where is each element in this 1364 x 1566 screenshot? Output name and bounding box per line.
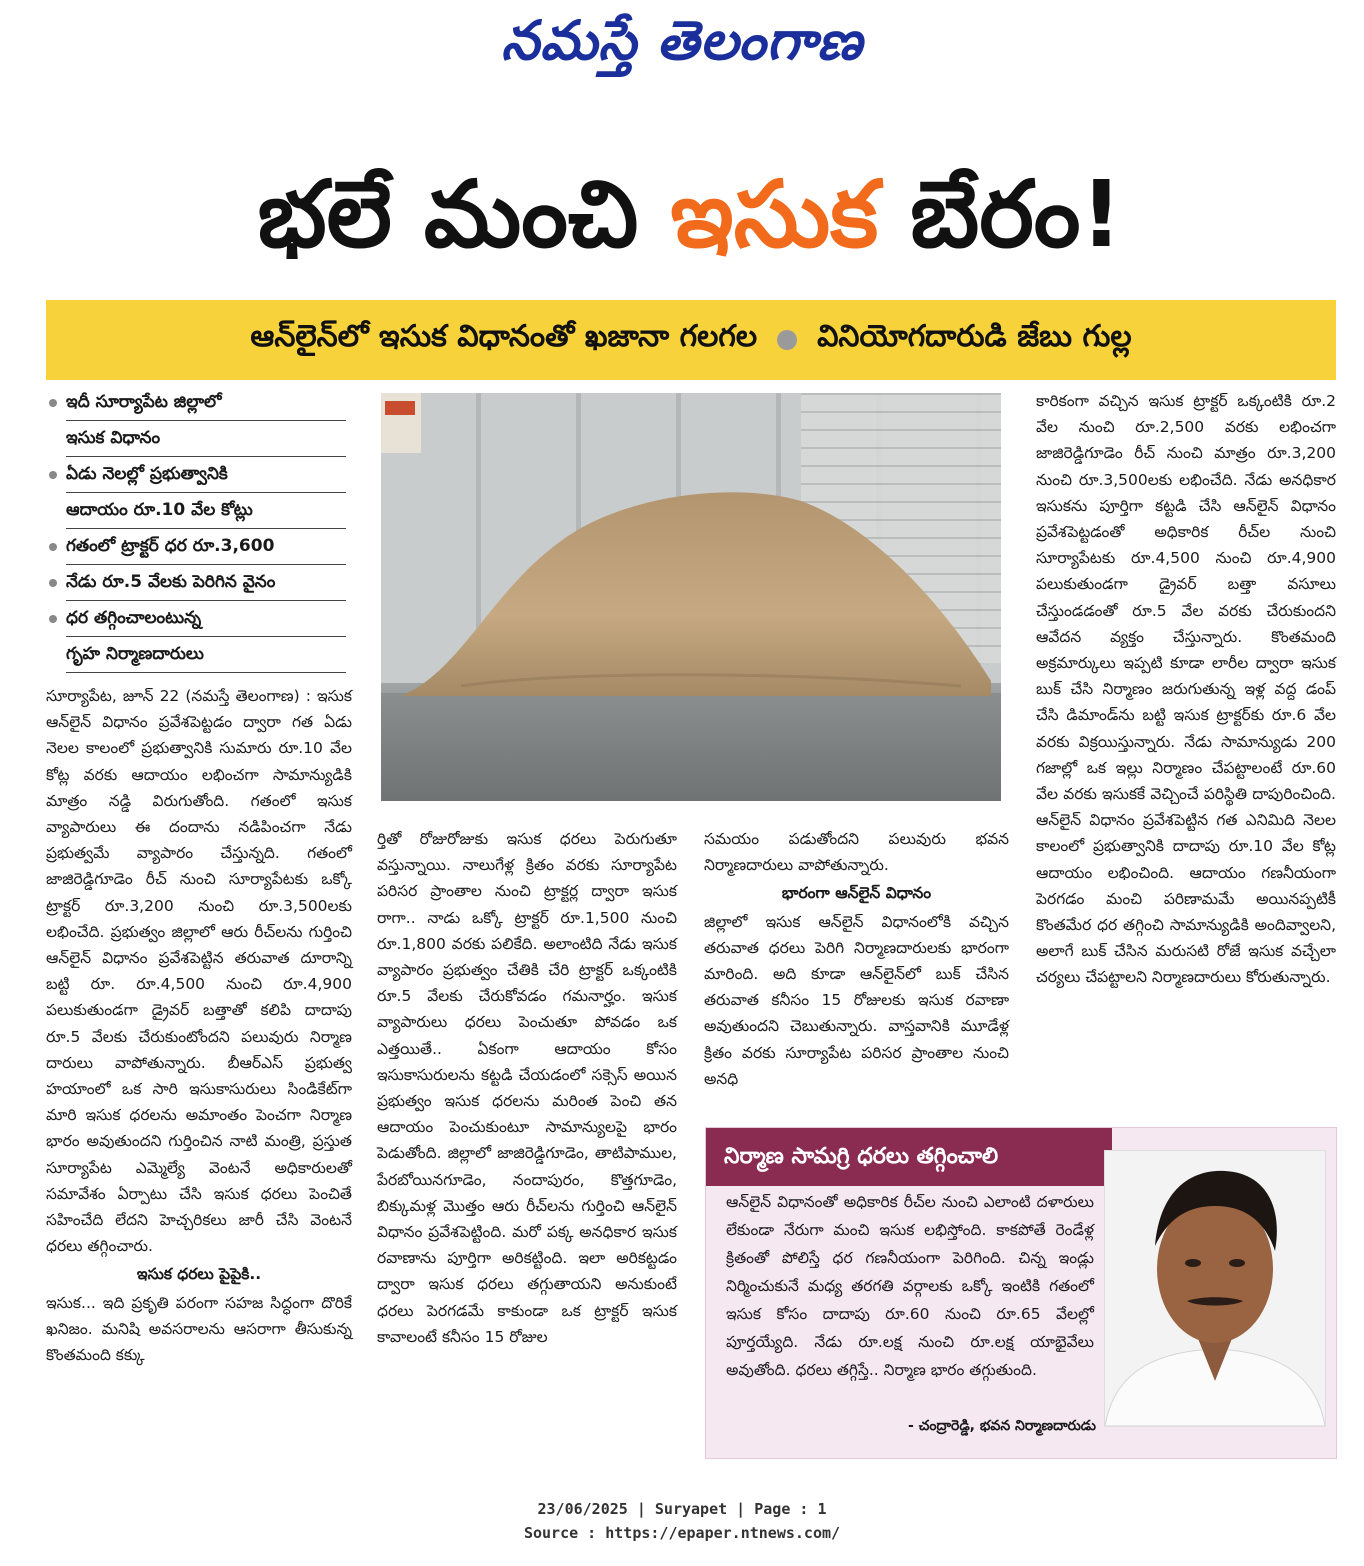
highlight-line: ఆదాయం రూ.10 వేల కోట్లు xyxy=(66,493,346,529)
article-paragraph: ర్తితో రోజురోజుకు ఇసుక ధరలు పెరుగుతూ వస్తున్నాయి. నాలుగేళ్ల క్రితం వరకు సూర్యాపేట పరిసర ప్రాంతాల నుంచి ట్రాక్టర్ల ద్వారా ఇసుక రాగా.. నాడు ఒక్కో ట్రాక్టర్ రూ.1,500 నుంచి రూ.1,800 వరకు పలికేది. అలాంటిది నేడు ఇసుక వ్యాపారం ప్రభుత్వం చేతికి చేరి ట్రాక్టర్ ఒక్కంటికి రూ.5 వేలకు చేరుకోవడం గమనార్హం. ఇసుక వ్యాపారులు ధరలు పెంచుతూ పోవడం ఒక ఎత్తయితే.. ఏకంగా ఆదాయం కోసం ఇసుకాసురులను కట్టడి చేయడంలో సక్సెస్ అయిన ప్రభుత్వం ఇసుక ధరలను మరింత పెంచి తన ఆదాయం పెంచుకుంటూ సామాన్యులపై భారం పెడుతోంది. జిల్లాలో జాజిరెడ్డిగూడెం, తాటిపాముల, పేరబోయినగూడెం, నందాపురం, కొత్తగూడెం, బిక్కుమళ్ల మొత్తం ఆరు రీచ్‌లను గుర్తించి ఆన్‌లైన్ విధానం ప్రవేశపెట్టింది. మరో పక్క అనధికార ఇసుక రవాణాను పూర్తిగా అరికట్టింది. ఇలా అరికట్టడం ద్వారా ఇసుక ధరలు తగ్గుతాయని అనుకుంటే ధరలు పెరగడమే కాకుండా ఒక ట్రాక్టర్ ఇసుక కావాలంటే కనీసం 15 రోజుల xyxy=(377,830,677,1346)
footer-source: Source : https://epaper.ntnews.com/ xyxy=(523,1524,841,1542)
masthead-logo: నమస్తే తెలంగాణ xyxy=(501,8,863,72)
photo-signboard xyxy=(381,393,421,453)
highlight-line: ఇసుక విధానం xyxy=(66,421,346,457)
quote-box-title: నిర్మాణ సామగ్రి ధరలు తగ్గించాలి xyxy=(706,1128,1112,1186)
quote-signature: - చంద్రారెడ్డి, భవన నిర్మాణదారుడు xyxy=(908,1418,1096,1434)
highlight-line: గృహ నిర్మాణదారులు xyxy=(66,637,346,673)
article-paragraph: కారికంగా వచ్చిన ఇసుక ట్రాక్టర్ ఒక్కంటికి రూ.2 వేల నుంచి రూ.2,500 వరకు లభించగా జాజిరెడ్డిగూడెం రీచ్ నుంచి మాత్రం రూ.3,200 నుంచి రూ.3,500లకు లభించేది. నేడు అనధికార ఇసుకను పూర్తిగా కట్టడి చేసి ఆన్‌లైన్ విధానం ప్రవేశపెట్టడంతో అధికారిక రీచ్‌ల నుంచి సూర్యాపేటకు రూ.4,500 నుంచి రూ.4,900 పలుకుతుండగా డ్రైవర్ బత్తా వసూలు చేస్తుండడంతో రూ.5 వేల వరకు చేరుకుందని ఆవేదన వ్యక్తం చేస్తున్నారు. కొంతమంది అక్రమార్కులు ఇప్పటి కూడా లారీల ద్వారా ఇసుక బుక్ చేసి నిర్మాణం జరుగుతున్న ఇళ్ల వద్ద డంప్ చేసి డిమాండ్‌ను బట్టి ఇసుక ట్రాక్టర్‌కు రూ.6 వేల వరకు విక్రయిస్తున్నారు. నేడు సామాన్యుడు 200 గజాల్లో ఒక ఇల్లు నిర్మాణం చేపట్టాలంటే రూ.60 వేల వరకు ఇసుకకే వెచ్చించే పరిస్థితి దాపురించింది. ఆన్‌లైన్ విధానం ప్రవేశపెట్టిన గత ఎనిమిది నెలల కాలంలో ప్రభుత్వానికి దాదాపు రూ.10 వేల కోట్ల ఆదాయం లభించింది. ఆదాయం గణనీయంగా పెరగడం మంచి పరిణామమే అయినప్పటికీ కొంతమేర ధర తగ్గించి సామాన్యుడికి అందివ్వాలని, అలాగే బుక్ చేసిన మరుసటి రోజే ఇసుక వచ్చేలా చర్యలు చేపట్టాలని నిర్మాణదారులు కోరుతున్నారు. xyxy=(1036,392,1336,987)
subheadline-bar xyxy=(46,300,1336,380)
article-column-1 xyxy=(46,683,352,1368)
section-subheading: భారంగా ఆన్‌లైన్ విధానం xyxy=(781,884,932,903)
bullet-dot-icon xyxy=(777,330,797,350)
quote-box xyxy=(705,1127,1337,1459)
headline-accent: ఇసుక xyxy=(670,161,879,268)
photo-road xyxy=(381,693,1001,801)
sand-pile-graphic xyxy=(401,481,991,701)
subheadline-1: ఆన్‌లైన్‌లో ఇసుక విధానంతో ఖజానా గలగల xyxy=(250,319,758,354)
portrait-photo xyxy=(1104,1150,1326,1427)
subheadline-2: వినియోగదారుడి జేబు గుల్ల xyxy=(817,319,1132,354)
highlight-line: ఇదీ సూర్యాపేట జిల్లాలో xyxy=(66,385,346,421)
highlight-line: నేడు రూ.5 వేలకు పెరిగిన వైనం xyxy=(66,565,346,601)
headline-part1: భలే మంచి xyxy=(257,161,639,268)
quote-box-body: ఆన్‌లైన్ విధానంతో అధికారిక రీచ్‌ల నుంచి ఎలాంటి దళారులు లేకుండా నేరుగా మంచి ఇసుక లభిస్తోంది. కాకపోతే రెండేళ్ల క్రితంతో పోలిస్తే ధర గణనీయంగా పెరిగింది. చిన్న ఇండ్లు నిర్మించుకునే మధ్య తరగతి వర్గాలకు ఒక్కో ఇంటికి గతంలో ఇసుక కోసం దాదాపు రూ.60 నుంచి రూ.65 వేలల్లో పూర్తయ్యేది. నేడు రూ.లక్ష నుంచి రూ.లక్ష యాభైవేలు అవుతోంది. ధరలు తగ్గిస్తే.. నిర్మాణ భారం తగ్గుతుంది. xyxy=(726,1193,1094,1379)
highlight-item xyxy=(46,457,346,529)
highlight-item xyxy=(46,601,346,673)
highlight-line: ధర తగ్గించాలంటున్న xyxy=(66,601,346,637)
article-column-2 xyxy=(377,826,677,1350)
sand-pile-photo xyxy=(381,393,1001,801)
highlights-list xyxy=(46,385,346,673)
highlight-line: గతంలో ట్రాక్టర్ ధర రూ.3,600 xyxy=(66,529,346,565)
highlight-item xyxy=(46,565,346,601)
headline-part2: బేరం! xyxy=(910,161,1123,268)
highlight-line: ఏడు నెలల్లో ప్రభుత్వానికి xyxy=(66,457,346,493)
headline xyxy=(40,150,1340,280)
person-portrait-icon xyxy=(1105,1151,1325,1426)
article-paragraph: సూర్యాపేట, జూన్ 22 (నమస్తే తెలంగాణ) : ఇసుక ఆన్‌లైన్ విధానం ప్రవేశపెట్టడం ద్వారా గత ఏడు నెలల కాలంలో ప్రభుత్వానికి సుమారు రూ.10 వేల కోట్ల వరకు ఆదాయం లభించగా సామాన్యుడికి మాత్రం నడ్డి విరుగుతోంది. గతంలో ఇసుక వ్యాపారులు ఈ దందాను నడిపించగా నేడు ప్రభుత్వమే వ్యాపారం చేస్తున్నది. గతంలో జాజిరెడ్డిగూడెం రీచ్ నుంచి సూర్యాపేటకు ఒక్కో ట్రాక్టర్ రూ.3,200 నుంచి రూ.3,500లకు లభించేది. ప్రభుత్వం జిల్లాలో ఆరు రీచ్‌లను గుర్తించి ఆన్‌లైన్ విధానం ప్రవేశపెట్టిన తరువాత దూరాన్ని బట్టి రూ. రూ.4,500 నుంచి రూ.4,900 పలుకుతుండగా డ్రైవర్ బత్తాతో కలిపి దాదాపు రూ.5 వేలకు చేరుకుంటోందని పలువురు నిర్మాణ దారులు వాపోతున్నారు. బీఆర్‌ఎస్ ప్రభుత్వ హయాంలో ఒక సారి ఇసుకాసురులు సిండికేట్‌గా మారి ఇసుక ధరలను అమాంతం పెంచగా నిర్మాణ భారం అవుతుందని గుర్తించిన నాటి మంత్రి, ప్రస్తుత సూర్యాపేట ఎమ్మెల్యే వెంటనే అధికారులతో సమావేశం ఏర్పాటు చేసి ఇసుక ధరలు పెంచితే సహించేది లేదని హెచ్చరికలు జారీ చేసి వెంటనే ధరలు తగ్గించారు. xyxy=(46,687,352,1256)
page-footer xyxy=(0,1497,1364,1545)
article-column-3 xyxy=(704,826,1009,1092)
highlight-item xyxy=(46,529,346,565)
highlight-item xyxy=(46,385,346,457)
article-paragraph: ఇసుక... ఇది ప్రకృతి పరంగా సహజ సిద్ధంగా దొరికే ఖనిజం. మనిషి అవసరాలను ఆసరాగా తీసుకున్న కొంతమంది కక్కు xyxy=(46,1293,352,1365)
section-subheading: ఇసుక ధరలు పైపైకి.. xyxy=(136,1265,262,1284)
article-column-4 xyxy=(1036,388,1336,991)
footer-dateline: 23/06/2025 | Suryapet | Page : 1 xyxy=(537,1500,827,1518)
article-paragraph: జిల్లాలో ఇసుక ఆన్‌లైన్ విధానంలోకి వచ్చిన తరువాత ధరలు పెరిగి నిర్మాణదారులకు భారంగా మారింది. అది కూడా ఆన్‌లైన్‌లో బుక్ చేసిన తరువాత కనీసం 15 రోజులకు ఇసుక రవాణా అవుతుందని చెబుతున్నారు. వాస్తవానికి మూడేళ్ల క్రితం వరకు సూర్యాపేట పరిసర ప్రాంతాల నుంచి అనధి xyxy=(704,912,1009,1088)
article-paragraph: సమయం పడుతోందని పలువురు భవన నిర్మాణదారులు వాపోతున్నారు. xyxy=(704,830,1009,875)
